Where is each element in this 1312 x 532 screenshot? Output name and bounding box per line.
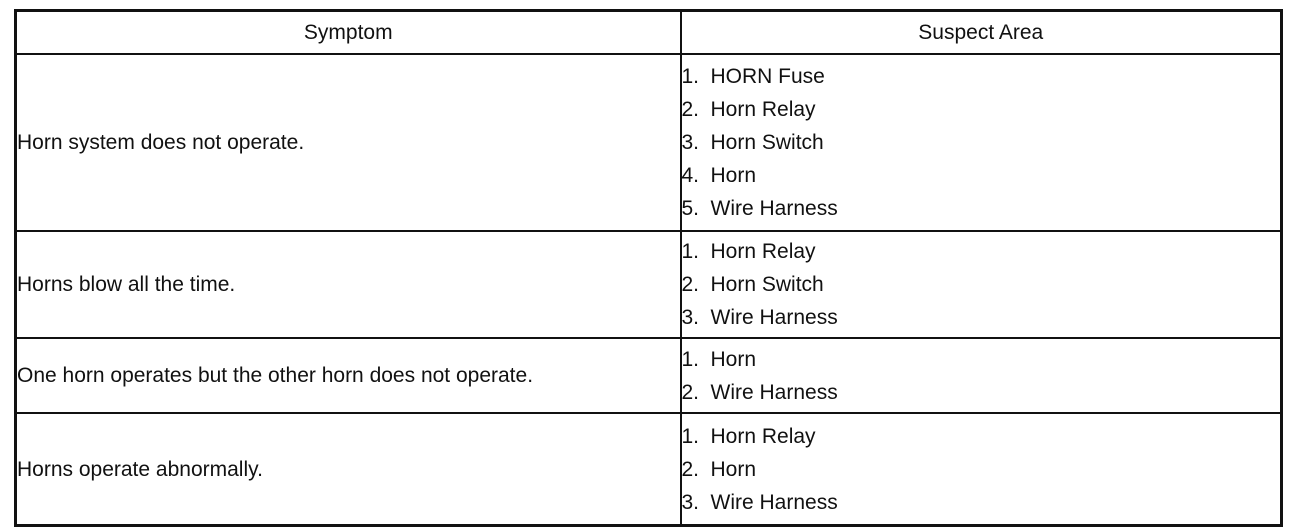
item-number: 2. [681, 380, 700, 404]
item-text: Horn [710, 457, 757, 481]
item-text: Wire Harness [710, 197, 838, 220]
table-row [16, 54, 1282, 231]
item-text: Horn Switch [710, 131, 824, 154]
item-number: 1. [681, 347, 700, 371]
item-number: 1. [681, 424, 700, 448]
suspect-area-cell [681, 338, 1282, 413]
item-text: Horn Relay [710, 98, 816, 121]
list-item [682, 486, 1281, 519]
suspect-area-cell [681, 413, 1282, 526]
suspect-area-list [682, 60, 1281, 225]
symptom-header: Symptom [16, 11, 681, 55]
suspect-area-header: Suspect Area [681, 11, 1282, 55]
item-text: Wire Harness [710, 380, 838, 404]
item-text: Wire Harness [710, 490, 838, 514]
item-text: HORN Fuse [710, 65, 825, 88]
symptom-cell: Horn system does not operate. [16, 54, 681, 231]
item-number: 3. [681, 131, 700, 154]
list-item [682, 126, 1281, 159]
symptom-cell: One horn operates but the other horn does not operate. [16, 338, 681, 413]
suspect-area-list [682, 343, 1281, 409]
list-item [682, 268, 1281, 301]
troubleshooting-table [14, 9, 1283, 527]
item-text: Wire Harness [710, 306, 838, 329]
list-item [682, 93, 1281, 126]
item-text: Horn [710, 164, 757, 187]
item-number: 2. [681, 98, 700, 121]
header-row [16, 11, 1282, 55]
list-item [682, 60, 1281, 93]
item-number: 5. [681, 197, 700, 220]
list-item [682, 420, 1281, 453]
list-item [682, 343, 1281, 376]
list-item [682, 192, 1281, 225]
symptom-cell: Horns blow all the time. [16, 231, 681, 338]
item-number: 1. [681, 65, 700, 88]
table-row [16, 338, 1282, 413]
table-row [16, 231, 1282, 338]
list-item [682, 159, 1281, 192]
item-number: 2. [681, 457, 700, 481]
item-text: Horn Switch [710, 273, 824, 296]
suspect-area-list [682, 235, 1281, 334]
item-text: Horn Relay [710, 240, 816, 263]
item-number: 3. [681, 490, 700, 514]
item-text: Horn [710, 347, 757, 371]
item-number: 4. [681, 164, 700, 187]
symptom-cell: Horns operate abnormally. [16, 413, 681, 526]
list-item [682, 235, 1281, 268]
item-text: Horn Relay [710, 424, 816, 448]
list-item [682, 301, 1281, 334]
list-item [682, 376, 1281, 409]
suspect-area-cell [681, 54, 1282, 231]
suspect-area-list [682, 420, 1281, 519]
suspect-area-cell [681, 231, 1282, 338]
item-number: 3. [681, 306, 700, 329]
item-number: 1. [681, 240, 700, 263]
list-item [682, 453, 1281, 486]
table-row [16, 413, 1282, 526]
item-number: 2. [681, 273, 700, 296]
